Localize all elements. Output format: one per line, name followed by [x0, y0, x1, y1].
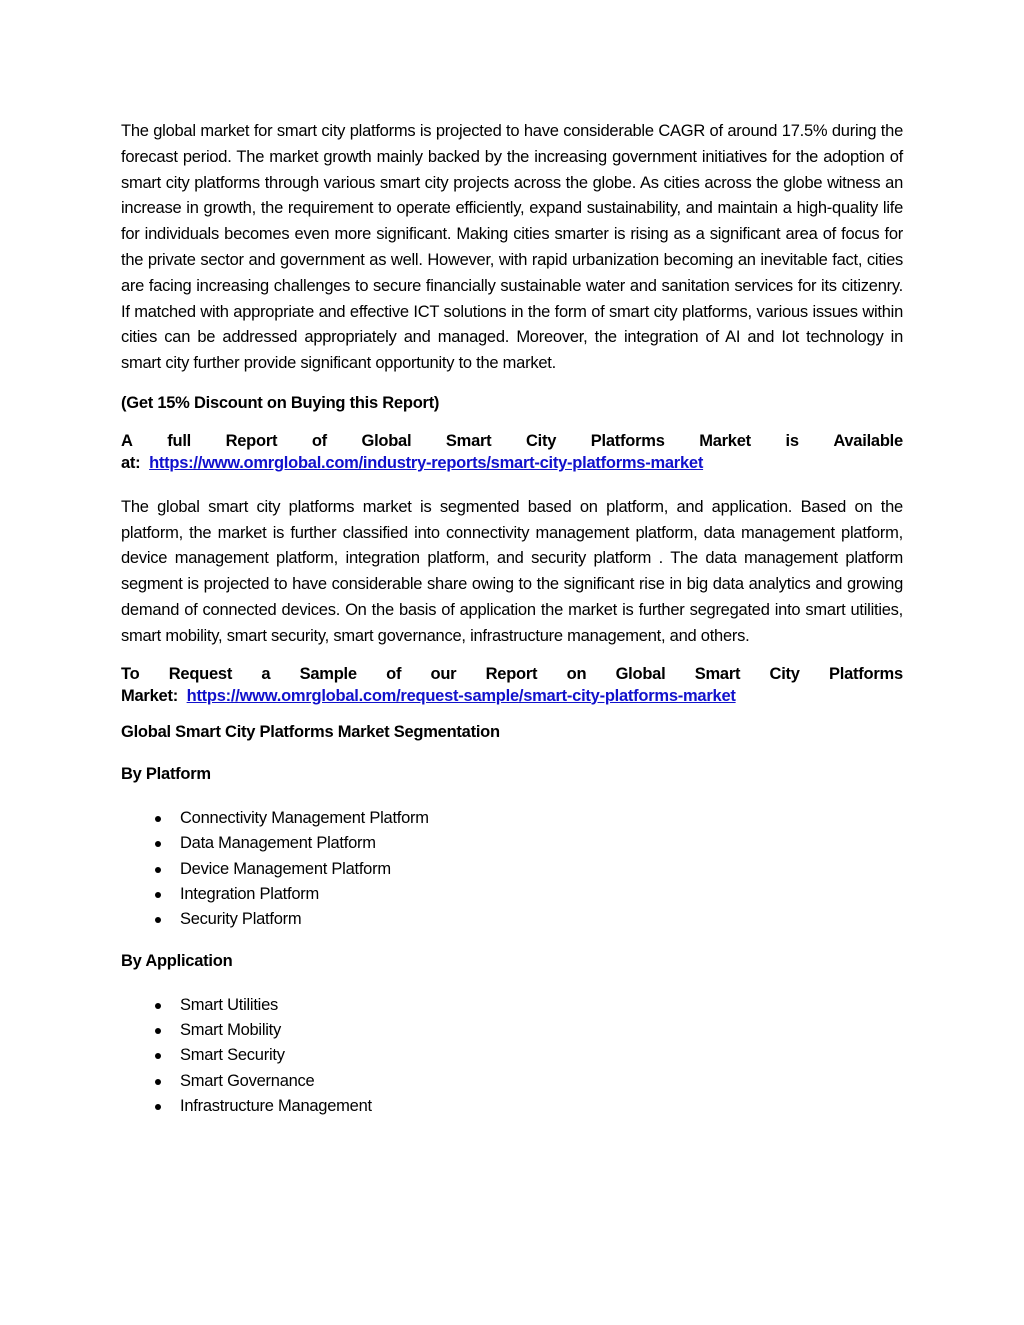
callout-word: Global: [361, 431, 412, 450]
list-item: [121, 857, 903, 882]
list-item-label: Smart Security: [180, 1046, 285, 1065]
full-report-link[interactable]: https://www.omrglobal.com/industry-reports/smart-city-platforms-market: [149, 453, 704, 472]
bullet-icon: [155, 841, 161, 847]
callout-word: Smart: [445, 431, 492, 450]
full-report-callout-line: [121, 430, 903, 452]
segmentation-paragraph: The global smart city platforms market is segmented based on platform, and application. Based on the platform, the market is further classified into connectivity management platform, data management platform, device management platform, integration platform, and security platform . The data management platform segment is projected to have considerable share owing to the significant rise in big data analytics and growing demand of connected devices. On the basis of application the market is further segregated into smart utilities, smart mobility, smart security, smart governance, infrastructure management, and others.: [121, 497, 903, 645]
callout-word: Platforms: [829, 664, 903, 683]
list-item-label: Security Platform: [180, 909, 302, 928]
intro-paragraph: The global market for smart city platforms is projected to have considerable CAGR of around 17.5% during the forecast period. The market growth mainly backed by the increasing government initiatives for the adoption of smart city platforms through various smart city projects across the globe. As cities across the globe witness an increase in growth, the requirement to operate efficiently, expand sustainability, and maintain a high-quality life for individuals becomes even more significant. Making cities smarter is rising as a significant area of focus for the private sector and government as well. However, with rapid urbanization becoming an inevitable fact, cities are facing increasing challenges to secure financially sustainable water and sanitation services for its citizenry. If matched with appropriate and effective ICT solutions in the form of smart city platforms, various issues within cities can be addressed appropriately and managed. Moreover, the integration of AI and Iot technology in smart city further provide significant opportunity to the market.: [121, 122, 903, 373]
platform-list: [121, 806, 903, 932]
segmentation-heading: Global Smart City Platforms Market Segmentation: [121, 722, 500, 741]
discount-note: (Get 15% Discount on Buying this Report): [121, 393, 440, 412]
callout-word: Report: [225, 431, 278, 450]
list-item-label: Smart Mobility: [180, 1021, 282, 1040]
list-item-label: Smart Utilities: [180, 995, 279, 1014]
bullet-icon: [155, 1003, 161, 1009]
list-item: [121, 806, 903, 831]
callout-word: on: [566, 664, 587, 683]
bullet-icon: [155, 816, 161, 822]
callout-word: City: [769, 664, 800, 683]
list-item: [121, 993, 903, 1018]
list-item: [121, 1018, 903, 1043]
callout-word: Sample: [299, 664, 357, 683]
list-item: [121, 1043, 903, 1068]
list-item: [121, 882, 903, 907]
callout-word: of: [386, 664, 402, 683]
callout-word: Smart: [694, 664, 741, 683]
callout-word: City: [526, 431, 557, 450]
callout-word: Request: [168, 664, 233, 683]
application-list: [121, 993, 903, 1119]
callout-word: Available: [833, 431, 903, 450]
bullet-icon: [155, 1104, 161, 1110]
full-report-callout: [121, 430, 903, 474]
callout-word: A: [121, 431, 133, 450]
callout-word: is: [785, 431, 799, 450]
sample-request-callout-line2: [121, 685, 903, 707]
list-item-label: Integration Platform: [180, 884, 319, 903]
callout-word: a: [261, 664, 271, 683]
list-item-label: Data Management Platform: [180, 834, 376, 853]
callout-word: of: [311, 431, 327, 450]
sample-request-callout-line: [121, 663, 903, 685]
list-item-label: Smart Governance: [180, 1071, 315, 1090]
bullet-icon: [155, 1053, 161, 1059]
callout-lead: at:: [121, 453, 141, 472]
callout-word: full: [167, 431, 191, 450]
callout-word: Market: [699, 431, 751, 450]
list-item: [121, 831, 903, 856]
bullet-icon: [155, 867, 161, 873]
sample-request-callout: [121, 663, 903, 707]
list-item-label: Connectivity Management Platform: [180, 809, 429, 828]
list-item: [121, 907, 903, 932]
full-report-callout-line2: [121, 452, 903, 474]
by-application-heading: By Application: [121, 952, 233, 971]
by-platform-heading: By Platform: [121, 765, 211, 784]
bullet-icon: [155, 1079, 161, 1085]
document-page: [121, 119, 903, 1119]
list-item-label: Device Management Platform: [180, 859, 391, 878]
bullet-icon: [155, 917, 161, 923]
list-item: [121, 1069, 903, 1094]
callout-word: To: [121, 664, 140, 683]
bullet-icon: [155, 1028, 161, 1034]
list-item-label: Infrastructure Management: [180, 1096, 372, 1115]
callout-lead: Market:: [121, 686, 178, 705]
callout-word: Report: [485, 664, 538, 683]
callout-word: Global: [615, 664, 666, 683]
callout-word: Platforms: [590, 431, 665, 450]
sample-request-link[interactable]: https://www.omrglobal.com/request-sample/smart-city-platforms-market: [186, 686, 736, 705]
list-item: [121, 1094, 903, 1119]
callout-word: our: [430, 664, 457, 683]
bullet-icon: [155, 892, 161, 898]
